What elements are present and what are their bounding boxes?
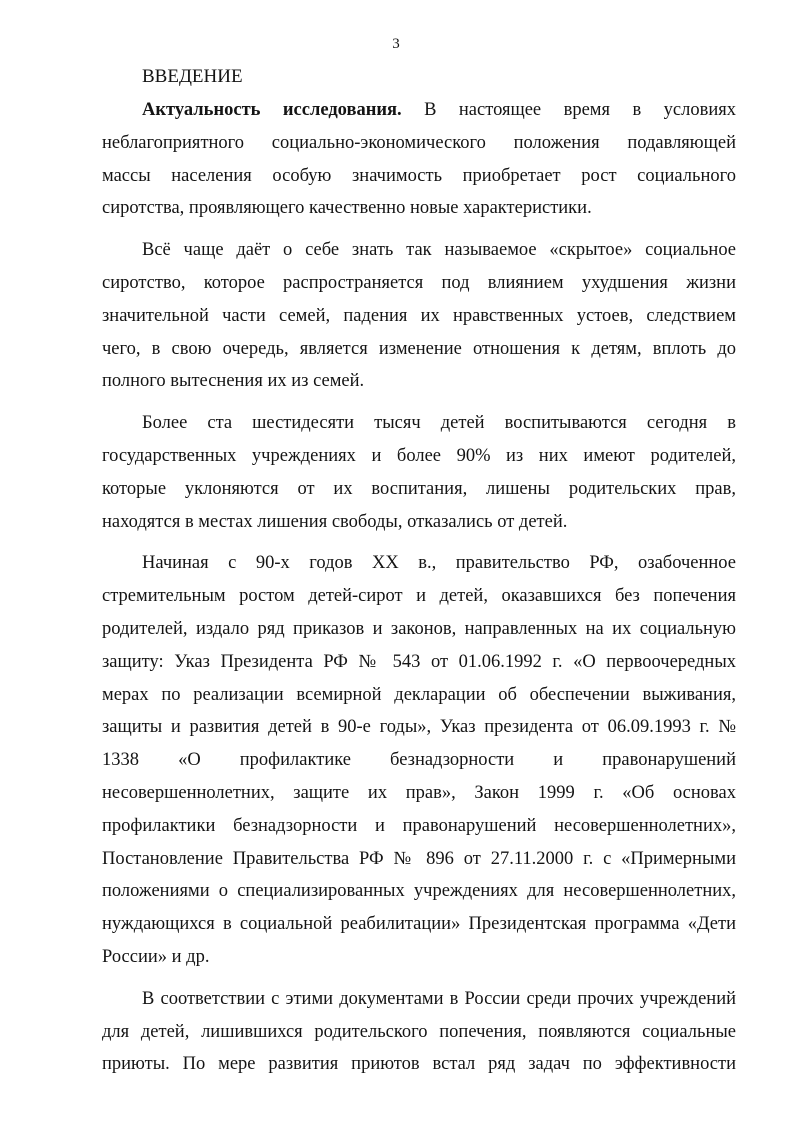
paragraph-1: [102, 94, 736, 225]
text-line: чего, в свою очередь, является изменение отношения к детям, вплоть до: [102, 338, 736, 359]
paragraph-2: [102, 234, 736, 398]
paragraph-4: [102, 547, 736, 973]
text-line: для детей, лишившихся родительского попечения, появляются социальные: [102, 1021, 736, 1042]
text-line: положениями о специализированных учреждениях для несовершеннолетних,: [102, 881, 736, 902]
text-line: несовершеннолетних, защите их прав», Закон 1999 г. «Об основах: [102, 782, 736, 803]
text-line: сиротство, которое распространяется под влиянием ухудшения жизни: [102, 272, 736, 293]
text-line: которые уклоняются от их воспитания, лишены родительских прав,: [102, 478, 736, 499]
text-line: Всё чаще даёт о себе знать так называемое «скрытое» социальное: [142, 240, 736, 261]
text-line: родителей, издало ряд приказов и законов, направленных на их социальную: [102, 618, 736, 639]
text-line: Постановление Правительства РФ № 896 от 27.11.2000 г. с «Примерными: [102, 848, 736, 869]
text-line: массы населения особую значимость приобретает рост социального: [102, 165, 736, 186]
text-line: Более ста шестидесяти тысяч детей воспитываются сегодня в: [142, 413, 736, 434]
text-line: В соответствии с этими документами в России среди прочих учреждений: [142, 988, 736, 1009]
lead-phrase: Актуальность исследования.: [142, 100, 402, 120]
body-text: [102, 94, 736, 1090]
text-line: мерах по реализации всемирной декларации об обеспечении выживания,: [102, 684, 736, 705]
paragraph-3: [102, 407, 736, 538]
text-line: полного вытеснения их из семей.: [102, 371, 365, 392]
text-line: Актуальность исследования. В настоящее время в условиях: [142, 100, 736, 120]
text-line: защиты и развития детей в 90-е годы», Указ президента от 06.09.1993 г. №: [102, 717, 736, 738]
text-line: неблагоприятного социально-экономического положения подавляющей: [102, 132, 736, 153]
text-line: защиту: Указ Президента РФ № 543 от 01.06.1992 г. «О первоочередных: [102, 651, 736, 672]
page-number: 3: [392, 36, 400, 52]
text-line: профилактики безнадзорности и правонарушений несовершеннолетних»,: [102, 815, 736, 836]
paragraph-5: [102, 983, 736, 1081]
text-line: Начиная с 90-х годов XX в., правительство РФ, озабоченное: [142, 553, 736, 574]
text-line: находятся в местах лишения свободы, отказались от детей.: [102, 511, 568, 532]
text-line: значительной части семей, падения их нравственных устоев, следствием: [102, 305, 736, 326]
text-line: стремительным ростом детей-сирот и детей, оказавшихся без попечения: [102, 586, 736, 607]
text-line: 1338 «О профилактике безнадзорности и правонарушений: [102, 750, 736, 771]
text-line: государственных учреждениях и более 90% из них имеют родителей,: [102, 445, 736, 466]
section-title: ВВЕДЕНИЕ: [142, 66, 243, 87]
text-line: приюты. По мере развития приютов встал ряд задач по эффективности: [102, 1054, 736, 1075]
text-line: сиротства, проявляющего качественно новые характеристики.: [102, 198, 592, 219]
text-line: нуждающихся в социальной реабилитации» Президентская программа «Дети: [102, 914, 736, 935]
text-line: России» и др.: [102, 946, 210, 967]
